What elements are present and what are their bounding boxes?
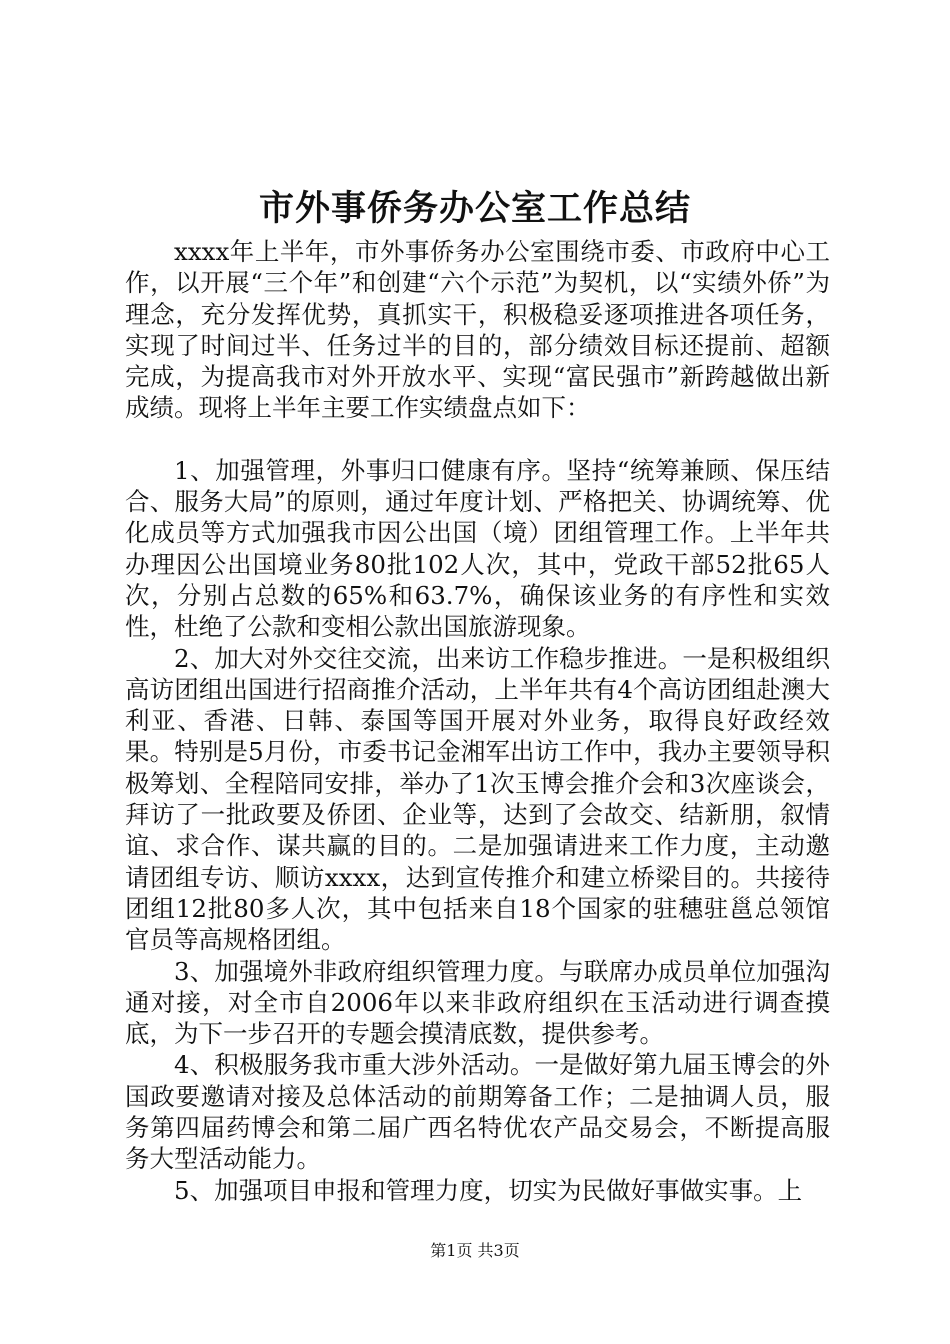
paragraph-item-4: 4、积极服务我市重大涉外活动。一是做好第九届玉博会的外国政要邀请对接及总体活动的前期筹备工作；二是抽调人员，服务第四届药博会和第二届广西名特优农产品交易会，不断提高服务大型活动能力。 bbox=[125, 1050, 830, 1174]
paragraph-item-2: 2、加大对外交往交流，出来访工作稳步推进。一是积极组织高访团组出国进行招商推介活动，上半年共有4个高访团组赴澳大利亚、香港、日韩、泰国等国开展对外业务，取得良好政经效果。特别是5月份，市委书记金湘军出访工作中，我办主要领导积极筹划、全程陪同安排，举办了1次玉博会推介会和3次座谈会，拜访了一批政要及侨团、企业等，达到了会故交、结新朋，叙情谊、求合作、谋共赢的目的。二是加强请进来工作力度，主动邀请团组专访、顺访xxxx，达到宣传推介和建立桥梁目的。共接待团组12批80多人次，其中包括来自18个国家的驻穗驻邕总领馆官员等高规格团组。 bbox=[125, 643, 830, 955]
paragraph-item-5: 5、加强项目申报和管理力度，切实为民做好事做实事。上 bbox=[174, 1175, 803, 1205]
paragraph-item-1: 1、加强管理，外事归口健康有序。坚持“统筹兼顾、保压结合、服务大局”的原则，通过年度计划、严格把关、协调统筹、优化成员等方式加强我市因公出国（境）团组管理工作。上半年共办理因公出国境业务80批102人次，其中，党政干部52批65人次，分别占总数的65%和63.7%，确保该业务的有序性和实效性，杜绝了公款和变相公款出国旅游现象。 bbox=[125, 455, 830, 642]
document-title: 市外事侨务办公室工作总结 bbox=[258, 188, 691, 229]
paragraph-item-3: 3、加强境外非政府组织管理力度。与联席办成员单位加强沟通对接，对全市自2006年以来非政府组织在玉活动进行调查摸底，为下一步召开的专题会摸清底数，提供参考。 bbox=[125, 956, 830, 1049]
paragraph-intro: xxxx年上半年，市外事侨务办公室围绕市委、市政府中心工作，以开展“三个年”和创建“六个示范”为契机，以“实绩外侨”为理念，充分发挥优势，真抓实干，积极稳妥逐项推进各项任务，实现了时间过半、任务过半的目的，部分绩效目标还提前、超额完成，为提高我市对外开放水平、实现“富民强市”新跨越做出新成绩。现将上半年主要工作实绩盘点如下： bbox=[125, 237, 830, 423]
page-number-footer: 第1页 共3页 bbox=[430, 1241, 520, 1260]
document-body bbox=[125, 236, 830, 1206]
